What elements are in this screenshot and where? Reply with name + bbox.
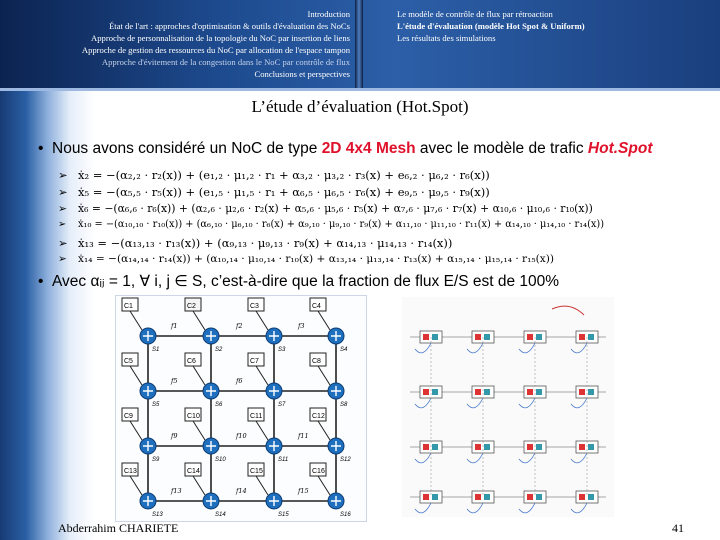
arrow-bullet: ➢ bbox=[58, 185, 68, 199]
nav-item-state-of-art[interactable]: État de l'art : approches d'optimisation & outils d'évaluation des NoCs bbox=[109, 21, 350, 31]
nav-item-buffer[interactable]: Approche de gestion des ressources du NoC par allocation de l'espace tampon bbox=[81, 45, 350, 55]
model-feedback-curve bbox=[467, 503, 483, 513]
model-feedback-curve bbox=[519, 343, 535, 353]
switch-label: S10 bbox=[215, 457, 226, 463]
model-node-marker bbox=[579, 334, 585, 340]
flow-label: f15 bbox=[298, 487, 309, 495]
core-link bbox=[256, 421, 268, 440]
model-node-marker bbox=[588, 334, 594, 340]
model-node-marker bbox=[484, 494, 490, 500]
model-node-marker bbox=[536, 494, 542, 500]
model-feedback-curve bbox=[571, 503, 587, 513]
core-label: C5 bbox=[124, 358, 133, 365]
model-node-marker bbox=[423, 444, 429, 450]
model-node-marker bbox=[536, 389, 542, 395]
flow-label: f5 bbox=[171, 377, 178, 385]
model-feedback-curve bbox=[519, 453, 535, 463]
nav-item-introduction[interactable]: Introduction bbox=[307, 9, 350, 19]
footer-author: Abderrahim CHARIETE bbox=[58, 521, 179, 535]
core-label: C14 bbox=[187, 468, 200, 475]
equation-text: ẋ₆ = −(α₆,₆ · r₆(x)) + (α₂,₆ · μ₂,₆ · r₂(x) + α₅,₆ · μ₅,₆ · r₅(x) + α₇,₆ · μ₇,₆ · r₇(x) + α₁₀,₆ · μ₁₀,₆ · r₁₀(x)) bbox=[78, 202, 593, 215]
equation-x13 bbox=[58, 236, 452, 250]
switch-label: S7 bbox=[278, 402, 286, 408]
core-label: C11 bbox=[250, 413, 263, 420]
flow-label: f14 bbox=[236, 487, 247, 495]
model-node-marker bbox=[527, 494, 533, 500]
flow-label: f1 bbox=[171, 322, 178, 330]
core-link bbox=[130, 476, 142, 495]
core-label: C4 bbox=[312, 303, 321, 310]
equation-text: ẋ₁₀ = −(α₁₀,₁₀ · r₁₀(x)) + (α₆,₁₀ · μ₆,₁₀ · r₆(x) + α₉,₁₀ · μ₉,₁₀ · r₉(x) + α₁₁,₁₀ · μ₁₁,₁₀ · r₁₁(x) + α₁₄,₁₀ · μ₁₄,₁₀ · r₁₄(x)) bbox=[78, 219, 605, 230]
model-node-marker bbox=[579, 494, 585, 500]
switch-label: S3 bbox=[278, 347, 286, 353]
model-feedback-curve bbox=[415, 453, 431, 463]
model-node-marker bbox=[588, 444, 594, 450]
model-node-marker bbox=[423, 334, 429, 340]
core-label: C7 bbox=[250, 358, 259, 365]
bullet-dot: • bbox=[38, 273, 44, 290]
core-link bbox=[130, 366, 142, 385]
core-label: C12 bbox=[312, 413, 325, 420]
core-link bbox=[318, 366, 330, 385]
nav-item-simulation-results[interactable]: Les résultats des simulations bbox=[397, 33, 496, 43]
slide-title: L’étude d’évaluation (Hot.Spot) bbox=[251, 97, 469, 116]
model-node-marker bbox=[475, 444, 481, 450]
core-label: C9 bbox=[124, 413, 133, 420]
model-node-marker bbox=[484, 444, 490, 450]
model-feedback-curve bbox=[519, 503, 535, 513]
flow-label: f6 bbox=[236, 377, 243, 385]
model-hotspot-curve bbox=[552, 306, 584, 315]
core-link bbox=[256, 311, 268, 330]
core-label: C6 bbox=[187, 358, 196, 365]
core-link bbox=[193, 421, 205, 440]
switch-label: S6 bbox=[215, 402, 223, 408]
core-link bbox=[193, 476, 205, 495]
mesh-topology-svg bbox=[116, 296, 366, 521]
model-feedback-curve bbox=[571, 453, 587, 463]
traffic-model-highlight: Hot.Spot bbox=[587, 140, 653, 157]
page-number: 41 bbox=[672, 521, 684, 535]
arrow-bullet: ➢ bbox=[58, 236, 68, 250]
model-feedback-curve bbox=[519, 398, 535, 408]
equation-text: ẋ₅ = −(α₅,₅ · r₅(x)) + (e₁,₅ · μ₁,₅ · r₁ + α₆,₅ · μ₆,₅ · r₆(x) + e₉,₅ · μ₉,₅ · r₉(x)) bbox=[78, 185, 490, 199]
bullet-text: Nous avons considéré un NoC de type bbox=[52, 140, 322, 157]
switch-label: S9 bbox=[152, 457, 160, 463]
nav-item-feedback-model[interactable]: Le modèle de contrôle de flux par rétroaction bbox=[397, 9, 553, 19]
core-label: C15 bbox=[250, 468, 263, 475]
bullet-noc-description bbox=[38, 140, 653, 158]
nav-item-congestion[interactable]: Approche d'évitement de la congestion dans le NoC par contrôle de flux bbox=[101, 57, 350, 67]
model-node-marker bbox=[579, 389, 585, 395]
core-link bbox=[193, 366, 205, 385]
arrow-bullet: ➢ bbox=[58, 219, 67, 230]
mesh-type-highlight: 2D 4x4 Mesh bbox=[321, 140, 416, 157]
mesh-topology-diagram bbox=[115, 295, 367, 522]
switch-label: S16 bbox=[340, 512, 351, 518]
model-node-marker bbox=[579, 444, 585, 450]
section-navigation bbox=[0, 8, 350, 80]
model-node-marker bbox=[484, 389, 490, 395]
model-feedback-curve bbox=[571, 398, 587, 408]
core-link bbox=[193, 311, 205, 330]
model-node-marker bbox=[527, 444, 533, 450]
model-feedback-curve bbox=[467, 343, 483, 353]
model-feedback-curve bbox=[571, 343, 587, 353]
model-feedback-curve bbox=[467, 453, 483, 463]
flow-label: f13 bbox=[171, 487, 182, 495]
core-label: C13 bbox=[124, 468, 137, 475]
flow-model-svg bbox=[402, 297, 614, 517]
equation-text: ẋ₁₃ = −(α₁₃,₁₃ · r₁₃(x)) + (α₉,₁₃ · μ₉,₁₃ · r₉(x) + α₁₄,₁₃ · μ₁₄,₁₃ · r₁₄(x)) bbox=[78, 236, 453, 250]
model-feedback-curve bbox=[415, 398, 431, 408]
bullet-text-middle: avec le modèle de trafic bbox=[415, 140, 588, 157]
model-node-marker bbox=[588, 494, 594, 500]
equation-text: ẋ₂ = −(α₂,₂ · r₂(x)) + (e₁,₂ · μ₁,₂ · r₁ + α₃,₂ · μ₃,₂ · r₃(x) + e₆,₂ · μ₆,₂ · r₆(x)) bbox=[78, 168, 490, 182]
core-link bbox=[130, 421, 142, 440]
model-node-marker bbox=[475, 494, 481, 500]
model-node-marker bbox=[527, 334, 533, 340]
equation-x6 bbox=[58, 202, 593, 215]
arrow-bullet: ➢ bbox=[58, 202, 68, 215]
core-label: C16 bbox=[312, 468, 325, 475]
model-node-marker bbox=[484, 334, 490, 340]
arrow-bullet: ➢ bbox=[58, 168, 68, 182]
core-link bbox=[318, 476, 330, 495]
core-link bbox=[256, 476, 268, 495]
switch-label: S15 bbox=[278, 512, 289, 518]
switch-label: S4 bbox=[340, 347, 348, 353]
equation-text: ẋ₁₄ = −(α₁₄,₁₄ · r₁₄(x)) + (α₁₀,₁₄ · μ₁₀,₁₄ · r₁₀(x) + α₁₃,₁₄ · μ₁₃,₁₄ · r₁₃(x) + α₁₅,₁₄ · μ₁₅,₁₄ · r₁₅(x)) bbox=[78, 253, 554, 265]
core-link bbox=[318, 311, 330, 330]
nav-item-conclusions[interactable]: Conclusions et perspectives bbox=[254, 69, 350, 79]
model-node-marker bbox=[432, 494, 438, 500]
core-label: C10 bbox=[187, 413, 200, 420]
core-link bbox=[256, 366, 268, 385]
model-node-marker bbox=[475, 389, 481, 395]
switch-label: S2 bbox=[215, 347, 223, 353]
switch-label: S14 bbox=[215, 512, 226, 518]
flow-label: f3 bbox=[298, 322, 305, 330]
arrow-bullet: ➢ bbox=[58, 253, 67, 265]
equation-x2 bbox=[58, 168, 490, 182]
model-node-marker bbox=[423, 389, 429, 395]
switch-label: S1 bbox=[152, 347, 160, 353]
switch-label: S5 bbox=[152, 402, 160, 408]
header-underline bbox=[0, 88, 720, 91]
header-divider bbox=[355, 0, 363, 88]
model-node-marker bbox=[432, 334, 438, 340]
core-label: C3 bbox=[250, 303, 259, 310]
switch-label: S11 bbox=[278, 457, 289, 463]
equation-x14 bbox=[58, 253, 554, 265]
nav-item-topology[interactable]: Approche de personnalisation de la topologie du NoC par insertion de liens bbox=[91, 33, 350, 43]
model-node-marker bbox=[527, 389, 533, 395]
model-node-marker bbox=[536, 334, 542, 340]
model-node-marker bbox=[432, 389, 438, 395]
flow-model-diagram bbox=[402, 297, 614, 517]
model-node-marker bbox=[432, 444, 438, 450]
model-node-marker bbox=[475, 334, 481, 340]
switch-label: S12 bbox=[340, 457, 351, 463]
equation-x5 bbox=[58, 185, 490, 199]
model-feedback-curve bbox=[415, 343, 431, 353]
bullet-dot: • bbox=[38, 140, 44, 157]
switch-label: S13 bbox=[152, 512, 163, 518]
nav-item-evaluation-study[interactable]: L'étude d'évaluation (modèle Hot Spot & Uniform) bbox=[397, 21, 585, 31]
flow-label: f10 bbox=[236, 432, 247, 440]
model-node-marker bbox=[423, 494, 429, 500]
flow-label: f9 bbox=[171, 432, 178, 440]
core-label: C1 bbox=[124, 303, 133, 310]
core-link bbox=[318, 421, 330, 440]
bullet-alpha-condition bbox=[38, 272, 559, 291]
model-node-marker bbox=[588, 389, 594, 395]
core-label: C8 bbox=[312, 358, 321, 365]
bullet-text: Avec αᵢⱼ = 1, ∀ i, j ∈ S, c’est-à-dire que la fraction de flux E/S est de 100% bbox=[52, 273, 560, 290]
model-node-marker bbox=[536, 444, 542, 450]
switch-label: S8 bbox=[340, 402, 348, 408]
flow-label: f2 bbox=[236, 322, 243, 330]
flow-label: f11 bbox=[298, 432, 309, 440]
core-label: C2 bbox=[187, 303, 196, 310]
model-feedback-curve bbox=[467, 398, 483, 408]
model-feedback-curve bbox=[415, 503, 431, 513]
core-link bbox=[130, 311, 142, 330]
equation-x10 bbox=[58, 219, 604, 230]
subsection-navigation bbox=[397, 8, 697, 44]
